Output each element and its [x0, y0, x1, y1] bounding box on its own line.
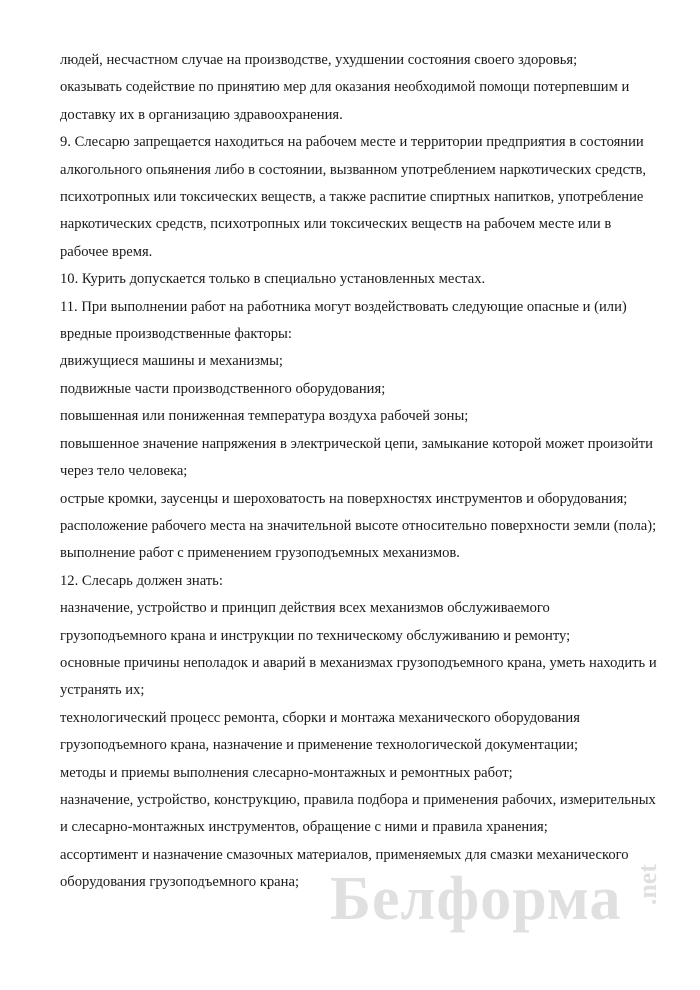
paragraph: подвижные части производственного оборудования; — [60, 380, 386, 397]
paragraph: назначение, устройство и принцип действия всех механизмов обслуживаемого грузоподъемного крана и инструкции по техническому обслуживанию и ремонту; — [60, 600, 571, 644]
paragraph: 11. При выполнении работ на работника могут воздействовать следующие опасные и (или) вредные производственные факторы: — [60, 298, 627, 343]
paragraph: движущиеся машины и механизмы; — [60, 353, 283, 370]
paragraph: расположение рабочего места на значительной высоте относительно поверхности земли (пола); — [60, 517, 657, 534]
paragraph: основные причины неполадок и аварий в механизмах грузоподъемного крана, уметь находить и устранять их; — [60, 654, 657, 699]
paragraph: повышенная или пониженная температура воздуха рабочей зоны; — [60, 408, 469, 425]
document-body — [60, 47, 660, 897]
watermark-logo — [330, 864, 662, 933]
paragraph: повышенное значение напряжения в электрической цепи, замыкание которой может произойти через тело человека; — [60, 435, 653, 480]
paragraph: 9. Слесарю запрещается находиться на рабочем месте и территории предприятия в состоянии алкогольного опьянения либо в состоянии, вызванном употреблением наркотических средств, психотропных или токсических веществ, а также распитие спиртных напитков, употребление наркотических средств, психотропных или токсических веществ на рабочем месте или в рабочее время. — [60, 134, 646, 260]
paragraph: острые кромки, заусенцы и шероховатость на поверхностях инструментов и оборудования; — [60, 490, 628, 507]
paragraph: выполнение работ с применением грузоподъемных механизмов. — [60, 545, 460, 562]
paragraph: методы и приемы выполнения слесарно-монтажных и ремонтных работ; — [60, 764, 513, 781]
paragraph: 12. Слесарь должен знать: — [60, 572, 223, 589]
paragraph: 10. Курить допускается только в специально установленных местах. — [60, 271, 486, 288]
paragraph: технологический процесс ремонта, сборки и монтажа механического оборудования грузоподъемного крана, назначение и применение технологической документации; — [60, 709, 580, 754]
paragraph: оказывать содействие по принятию мер для оказания необходимой помощи потерпевшим и доставку их в организацию здравоохранения. — [60, 79, 630, 123]
watermark-text: Белформа — [330, 865, 622, 933]
watermark-suffix: .net — [633, 864, 662, 906]
paragraph: людей, несчастном случае на производстве, ухудшении состояния своего здоровья; — [60, 52, 578, 68]
paragraph: назначение, устройство, конструкцию, правила подбора и применения рабочих, измерительных и слесарно-монтажных инструментов, обращение с ними и правила хранения; — [60, 791, 656, 836]
paragraph: ассортимент и назначение смазочных материалов, применяемых для смазки механического оборудования грузоподъемного крана; — [60, 846, 629, 891]
